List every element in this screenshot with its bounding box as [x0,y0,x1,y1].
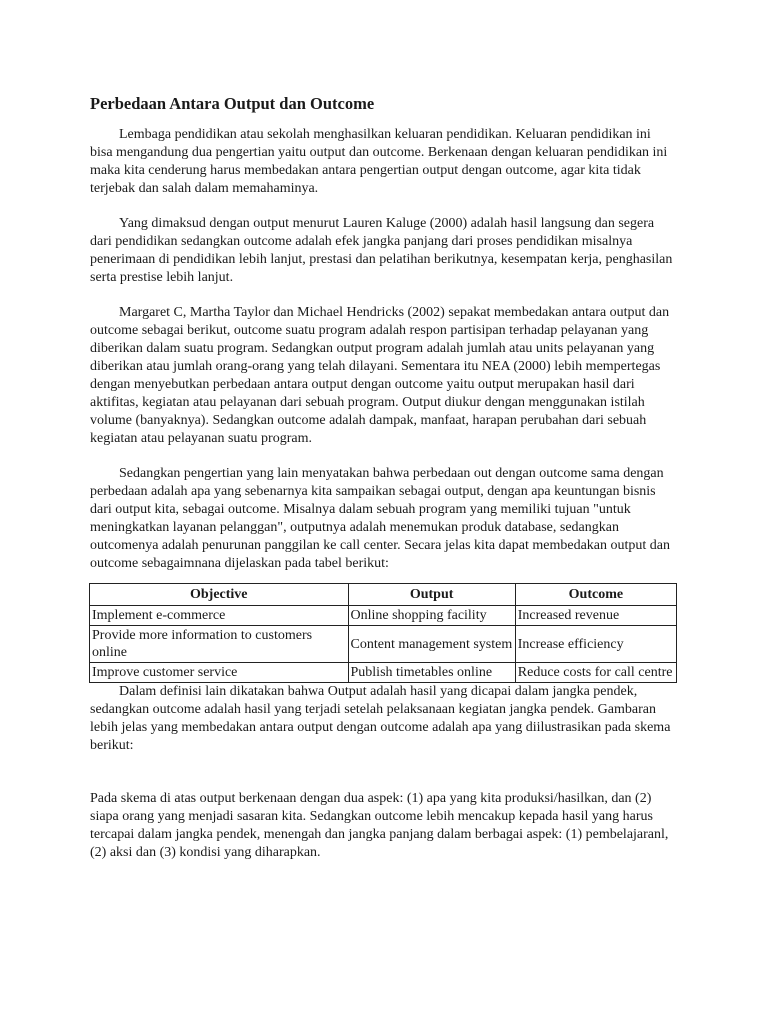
column-header-objective: Objective [90,584,349,606]
paragraph-output-definition: Yang dimaksud dengan output menurut Lauren Kaluge (2000) adalah hasil langsung dan segera dari pendidikan sedangkan outcome adalah efek jangka panjang dari proses pendidikan misalnya penerimaan di pendidikan lebih lanjut, prestasi dan pelatihan berikutnya, kesempatan kerja, penghasilan serta prestise lebih lanjut. [90,216,673,285]
missing-diagram-space [90,755,676,790]
table-row [90,663,677,683]
table-cell-outcome: Reduce costs for call centre [515,663,676,683]
table-row [90,606,677,626]
paragraph-taylor-hendricks: Margaret C, Martha Taylor dan Michael Hendricks (2002) sepakat membedakan antara output dan outcome sebagai berikut, outcome suatu program adalah respon partisipan terhadap pelayanan yang diberikan dalam suatu program. Sedangkan output program adalah jumlah atau units pelayanan yang diberikan atau jumlah orang-orang yang telah dilayani. Sementara itu NEA (2000) lebih mempertegas dengan menyebutkan perbedaan antara output dengan outcome yaitu output merupakan hasil dari aktifitas, kegiatan atau pelayanan dari sebuah program. Output diukur dengan menggunakan istilah volume (banyaknya). Sedangkan outcome adalah dampak, manfaat, harapan perubahan dari sebuah kegiatan atau pelayanan suatu program. [90,305,670,446]
column-header-outcome: Outcome [515,584,676,606]
table-header-row [90,584,677,606]
table-cell-objective: Provide more information to customers online [90,626,349,663]
table-cell-output: Publish timetables online [348,663,515,683]
document-title: Perbedaan Antara Output dan Outcome [90,94,375,113]
table-cell-objective: Improve customer service [90,663,349,683]
table-row [90,626,677,663]
table-cell-output: Content management system [348,626,515,663]
paragraph-intro: Lembaga pendidikan atau sekolah menghasilkan keluaran pendidikan. Keluaran pendidikan ini bisa mengandung dua pengertian yaitu output dan outcome. Berkenaan dengan keluaran pendidikan ini maka kita cenderung harus membedakan antara pengertian output dengan outcome, agar kita tidak terjebak dan salah dalam memahaminya. [90,127,668,196]
comparison-table [89,583,677,683]
paragraph-closing: Pada skema di atas output berkenaan dengan dua aspek: (1) apa yang kita produksi/hasilkan, dan (2) siapa orang yang menjadi sasaran kita. Sedangkan outcome lebih mencakup kepada hasil yang harus tercapai dalam jangka pendek, menengah dan jangka panjang dalam berbagai aspek: (1) pembelajaranl, (2) aksi dan (3) kondisi yang diharapkan. [90,791,669,860]
table-cell-outcome: Increased revenue [515,606,676,626]
table-cell-output: Online shopping facility [348,606,515,626]
table-cell-objective: Implement e-commerce [90,606,349,626]
table-cell-outcome: Increase efficiency [515,626,676,663]
paragraph-business-view: Sedangkan pengertian yang lain menyatakan bahwa perbedaan out dengan outcome sama dengan perbedaan adalah apa yang sebenarnya kita sampaikan sebagai output, dengan apa keuntungan bisnis dari output kita, sebagai outcome. Misalnya dalam sebuah program yang memiliki tujuan "untuk meningkatkan layanan pelanggan", outputnya adalah menemukan produk database, sedangkan outcomenya adalah penurunan panggilan ke call center. Secara jelas kita dapat membedakan output dan outcome sebagaimnana dijelaskan pada tabel berikut: [90,466,670,571]
paragraph-after-table: Dalam definisi lain dikatakan bahwa Output adalah hasil yang dicapai dalam jangka pendek, sedangkan outcome adalah hasil yang terjadi setelah pelaksanaan kegiatan jangka pendek. Gambaran lebih jelas yang membedakan antara output dengan outcome adalah apa yang diilustrasikan pada skema berikut: [90,684,671,753]
column-header-output: Output [348,584,515,606]
